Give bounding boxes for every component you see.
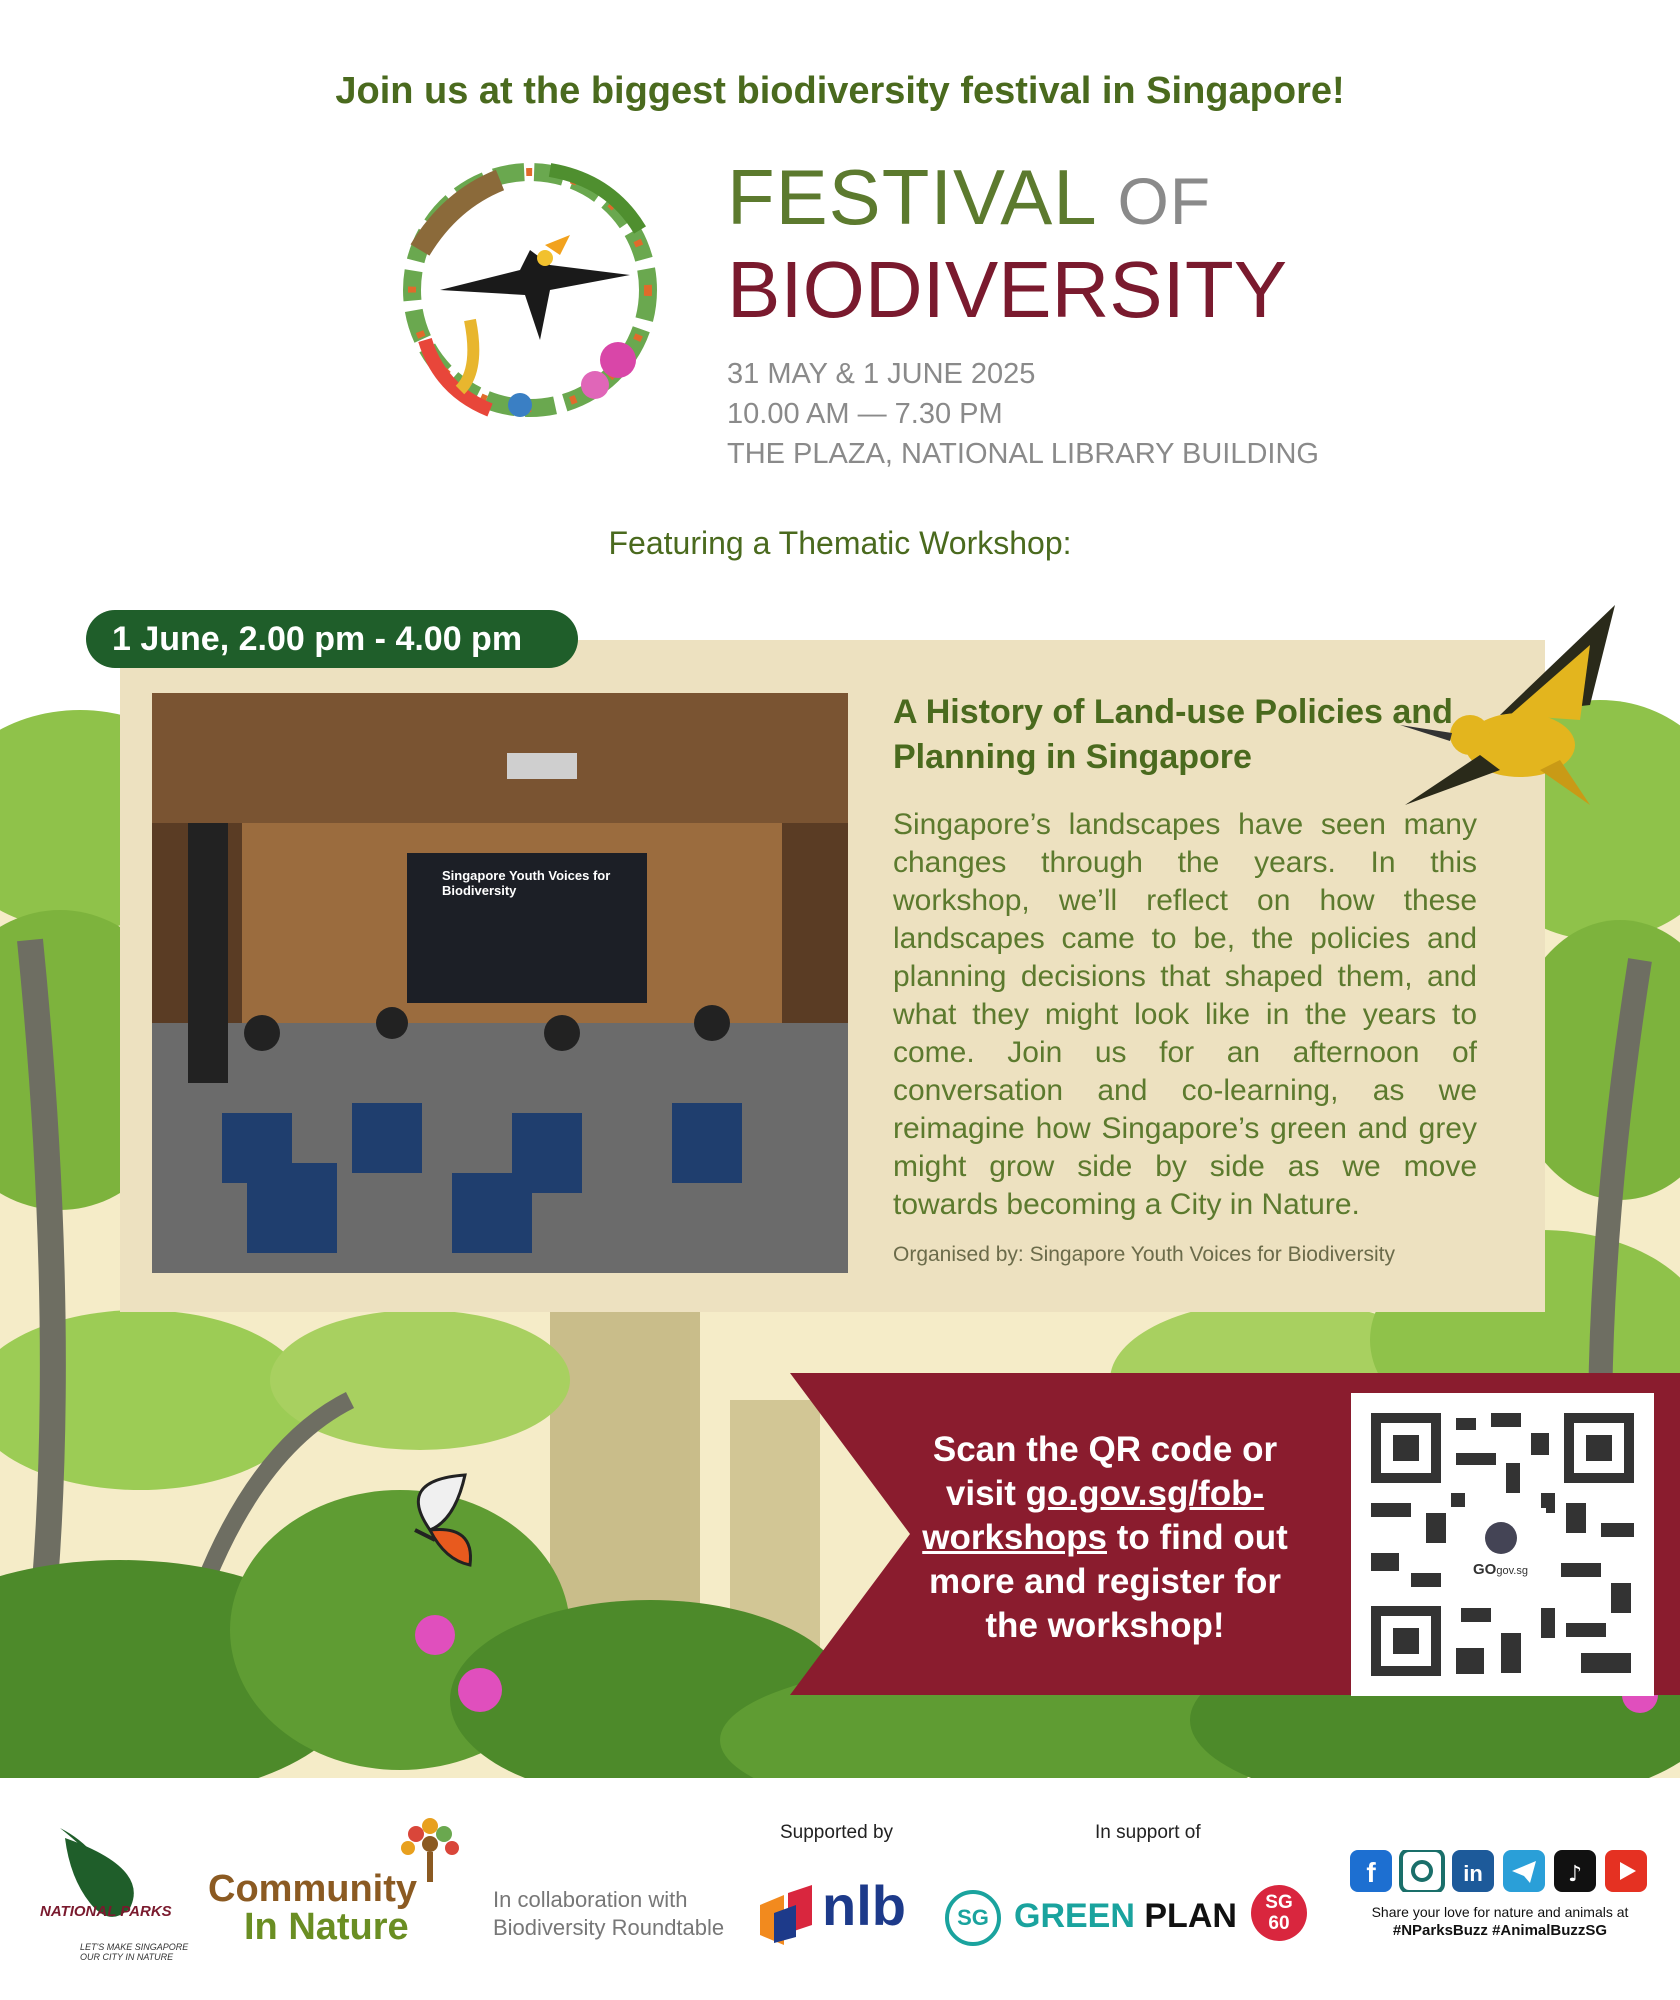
facebook-icon[interactable] <box>1350 1850 1392 1892</box>
svg-text:f: f <box>1366 1857 1376 1888</box>
cta-line3: to find out more and register for the workshop! <box>928 1518 1288 1645</box>
green-plan-logo <box>1014 1896 1237 1936</box>
collab-line1: In collaboration with <box>493 1887 688 1912</box>
festival-time: 10.00 AM — 7.30 PM <box>727 398 1003 430</box>
qr-gov-text: gov.sg <box>1496 1565 1528 1577</box>
festival-title-of: OF <box>1117 164 1212 238</box>
workshop-description: Singapore’s landscapes have seen many changes through the years. In this workshop, we’ll reflect on how these landscapes came to be, the policies and planning decisions that shaped them, and what they might look like in the years to come. Join us for an afternoon of conversation and co-learning, as we reimagine how Singapore’s green and grey might grow side by side as we move towards becoming a City in Nature. <box>893 808 1477 1221</box>
social-hashtags: #NParksBuzz #AnimalBuzzSG <box>1392 1922 1608 1939</box>
national-parks-tagline: LET'S MAKE SINGAPORE OUR CITY IN NATURE <box>80 1942 189 1962</box>
instagram-icon[interactable] <box>1401 1850 1443 1892</box>
cta-text <box>900 1428 1310 1648</box>
headline: Join us at the biggest biodiversity festival in Singapore! <box>335 70 1345 112</box>
national-parks-name: NATIONAL PARKS <box>40 1903 172 1920</box>
telegram-icon[interactable] <box>1503 1850 1545 1892</box>
festival-title-biodiversity: BIODIVERSITY <box>727 245 1288 334</box>
qr-go-text: GO <box>1473 1561 1497 1578</box>
collaboration-note <box>493 1886 724 1942</box>
svg-text:♪: ♪ <box>1567 1862 1583 1887</box>
festival-title <box>727 153 1212 241</box>
screen-title: Singapore Youth Voices for Biodiversity <box>442 868 611 898</box>
collab-line2: Biodiversity Roundtable <box>493 1915 725 1940</box>
sg60-line2: 60 <box>1268 1913 1290 1934</box>
registration-link[interactable]: go.gov.sg/fob-workshops <box>922 1474 1265 1557</box>
cin-line2: In Nature <box>244 1906 409 1948</box>
cta-line1: Scan the QR code or <box>932 1430 1278 1469</box>
workshop-date-pill: 1 June, 2.00 pm - 4.00 pm <box>86 610 578 668</box>
cin-line1: Community <box>208 1868 417 1910</box>
festival-dates: 31 MAY & 1 JUNE 2025 <box>727 358 1036 390</box>
butterfly-illustration <box>375 1470 495 1580</box>
festival-title-main: FESTIVAL <box>727 153 1095 241</box>
workshop-title: A History of Land-use Policies and Planning in Singapore <box>893 693 1453 776</box>
workshop-photo <box>152 693 848 1273</box>
festival-logo-wreath <box>380 140 680 440</box>
workshop-organiser: Organised by: Singapore Youth Voices for Biodiversity <box>893 1243 1395 1266</box>
linkedin-icon[interactable] <box>1452 1850 1494 1892</box>
workshop-photo-illustration <box>152 693 848 1273</box>
green-plan-plan: PLAN <box>1144 1897 1237 1935</box>
sg-green-plan-badge: SG <box>945 1890 1001 1946</box>
qr-code-image <box>1351 1393 1654 1696</box>
oriole-bird-illustration <box>1390 585 1660 825</box>
tiktok-icon[interactable] <box>1554 1850 1596 1892</box>
sg60-logo <box>1251 1885 1307 1941</box>
qr-code[interactable] <box>1351 1393 1654 1696</box>
festival-venue: THE PLAZA, NATIONAL LIBRARY BUILDING <box>727 438 1319 470</box>
youtube-icon[interactable] <box>1605 1850 1647 1892</box>
festival-info <box>727 354 1319 474</box>
nlb-logo: nlb <box>822 1874 906 1937</box>
social-caption-text: Share your love for nature and animals at <box>1371 1904 1629 1920</box>
social-icons <box>1350 1850 1650 1892</box>
svg-text:in: in <box>1463 1861 1483 1886</box>
in-support-of-label: In support of <box>1095 1822 1201 1843</box>
supported-by-label: Supported by <box>780 1822 894 1843</box>
nlb-logo-mark <box>760 1885 816 1945</box>
social-caption <box>1340 1903 1660 1940</box>
green-plan-green: GREEN <box>1014 1897 1135 1935</box>
cta-line2-pre: visit <box>945 1474 1026 1513</box>
community-in-nature-logo <box>208 1870 417 1946</box>
qr-go-logo <box>1473 1561 1528 1578</box>
sg60-line1: SG <box>1265 1892 1293 1913</box>
featuring-label: Featuring a Thematic Workshop: <box>608 525 1072 561</box>
